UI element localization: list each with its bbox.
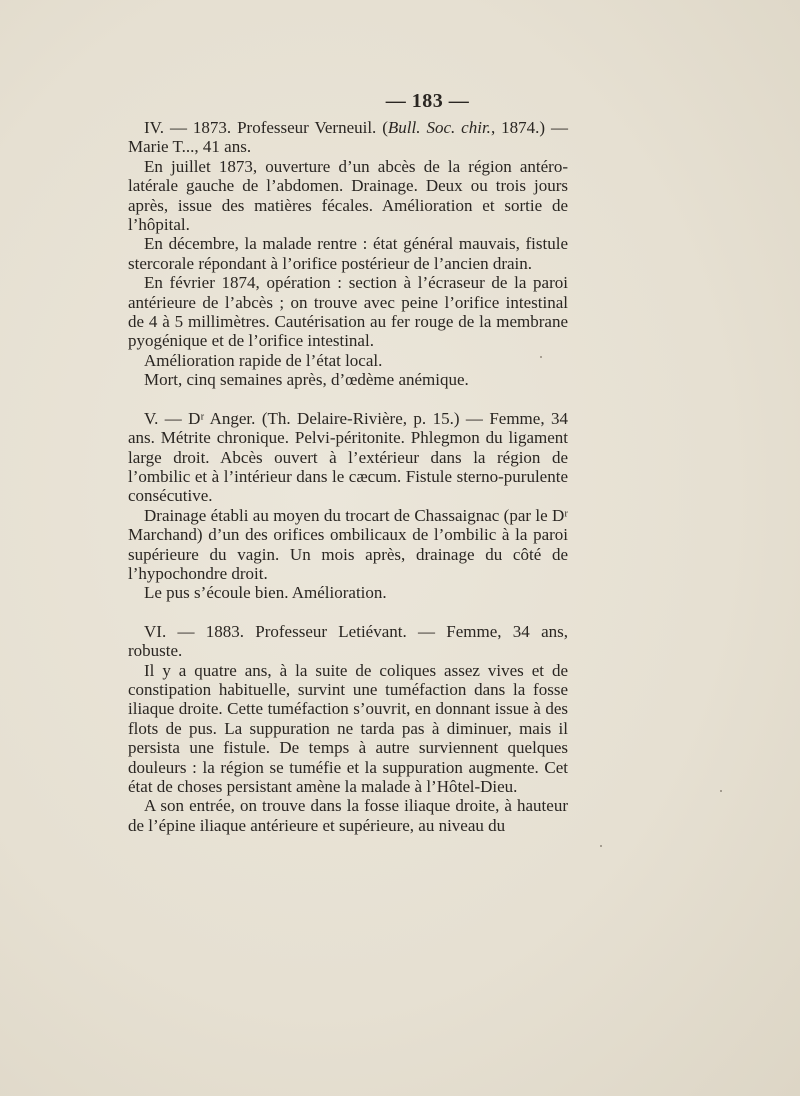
case-5-heading: V. — Dʳ Anger. (Th. Delaire-Rivière, p. 15.) — Femme, 34 ans. Métrite chronique. Pelvi-péritonite. Phlegmon du ligament large droit. Abcès ouvert à l’extérieur dans la région de l’ombilic et à l’intérieur dans le cæcum. Fistule sterno-purulente consécutive. — [128, 408, 568, 506]
case-4-paragraph-1: En juillet 1873, ouverture d’un abcès de la région antéro-latérale gauche de l’abdomen. Drainage. Deux ou trois jours après, issue des matières fécales. Amélioration et sortie de l’hôpital. — [128, 156, 568, 235]
page-body — [128, 118, 568, 835]
page-number: — 183 — — [385, 90, 470, 112]
case-4-paragraph-2: En décembre, la malade rentre : état général mauvais, fistule stercorale répondant à l’orifice postérieur de l’ancien drain. — [128, 234, 568, 273]
case-4-heading-part1: IV. — 1873. Professeur Verneuil. ( — [144, 118, 388, 137]
paper-speck — [600, 845, 602, 847]
case-6-paragraph-1: Il y a quatre ans, à la suite de coliques assez vives et de constipation habituelle, survint une tuméfaction dans la fosse iliaque droite. Cette tuméfaction s’ouvrit, en donnant issue à des flots de pus. La suppuration ne tarda pas à diminuer, mais il persista une fistule. De temps à autre surviennent quelques douleurs : la région se tuméfie et la suppuration augmente. Cet état de choses persistant amène la malade à l’Hôtel-Dieu. — [128, 660, 568, 796]
case-5-paragraph-2: Le pus s’écoule bien. Amélioration. — [144, 583, 387, 603]
paper-speck — [720, 790, 722, 792]
case-4-heading-patient: Marie T..., 41 ans. — [128, 137, 252, 157]
case-5-paragraph-1: Drainage établi au moyen du trocart de Chassaignac (par le Dʳ Marchand) d’un des orifices ombilicaux de l’ombilic à la paroi supérieure du vagin. Un mois après, drainage du côté de l’hypochondre droit. — [128, 505, 568, 583]
case-4-paragraph-4: Amélioration rapide de l’état local. — [144, 350, 383, 370]
case-4-heading — [128, 118, 568, 157]
case-4-heading-journal: Bull. Soc. chir. — [387, 118, 491, 137]
case-4-heading-part2: , 1874.) — — [490, 118, 568, 137]
case-6-paragraph-2: A son entrée, on trouve dans la fosse iliaque droite, à hauteur de l’épine iliaque antérieure et supérieure, au niveau du — [128, 796, 568, 835]
case-4-paragraph-3: En février 1874, opération : section à l’écraseur de la paroi antérieure de l’abcès ; on trouve avec peine l’orifice intestinal de 4 à 5 millimètres. Cautérisation au fer rouge de la membrane pyogénique et de l’orifice intestinal. — [128, 273, 568, 351]
case-6-heading: VI. — 1883. Professeur Letiévant. — Femme, 34 ans, robuste. — [128, 621, 568, 661]
section-gap — [128, 390, 568, 409]
case-4-paragraph-5: Mort, cinq semaines après, d’œdème anémique. — [144, 370, 469, 390]
section-gap — [128, 603, 568, 622]
